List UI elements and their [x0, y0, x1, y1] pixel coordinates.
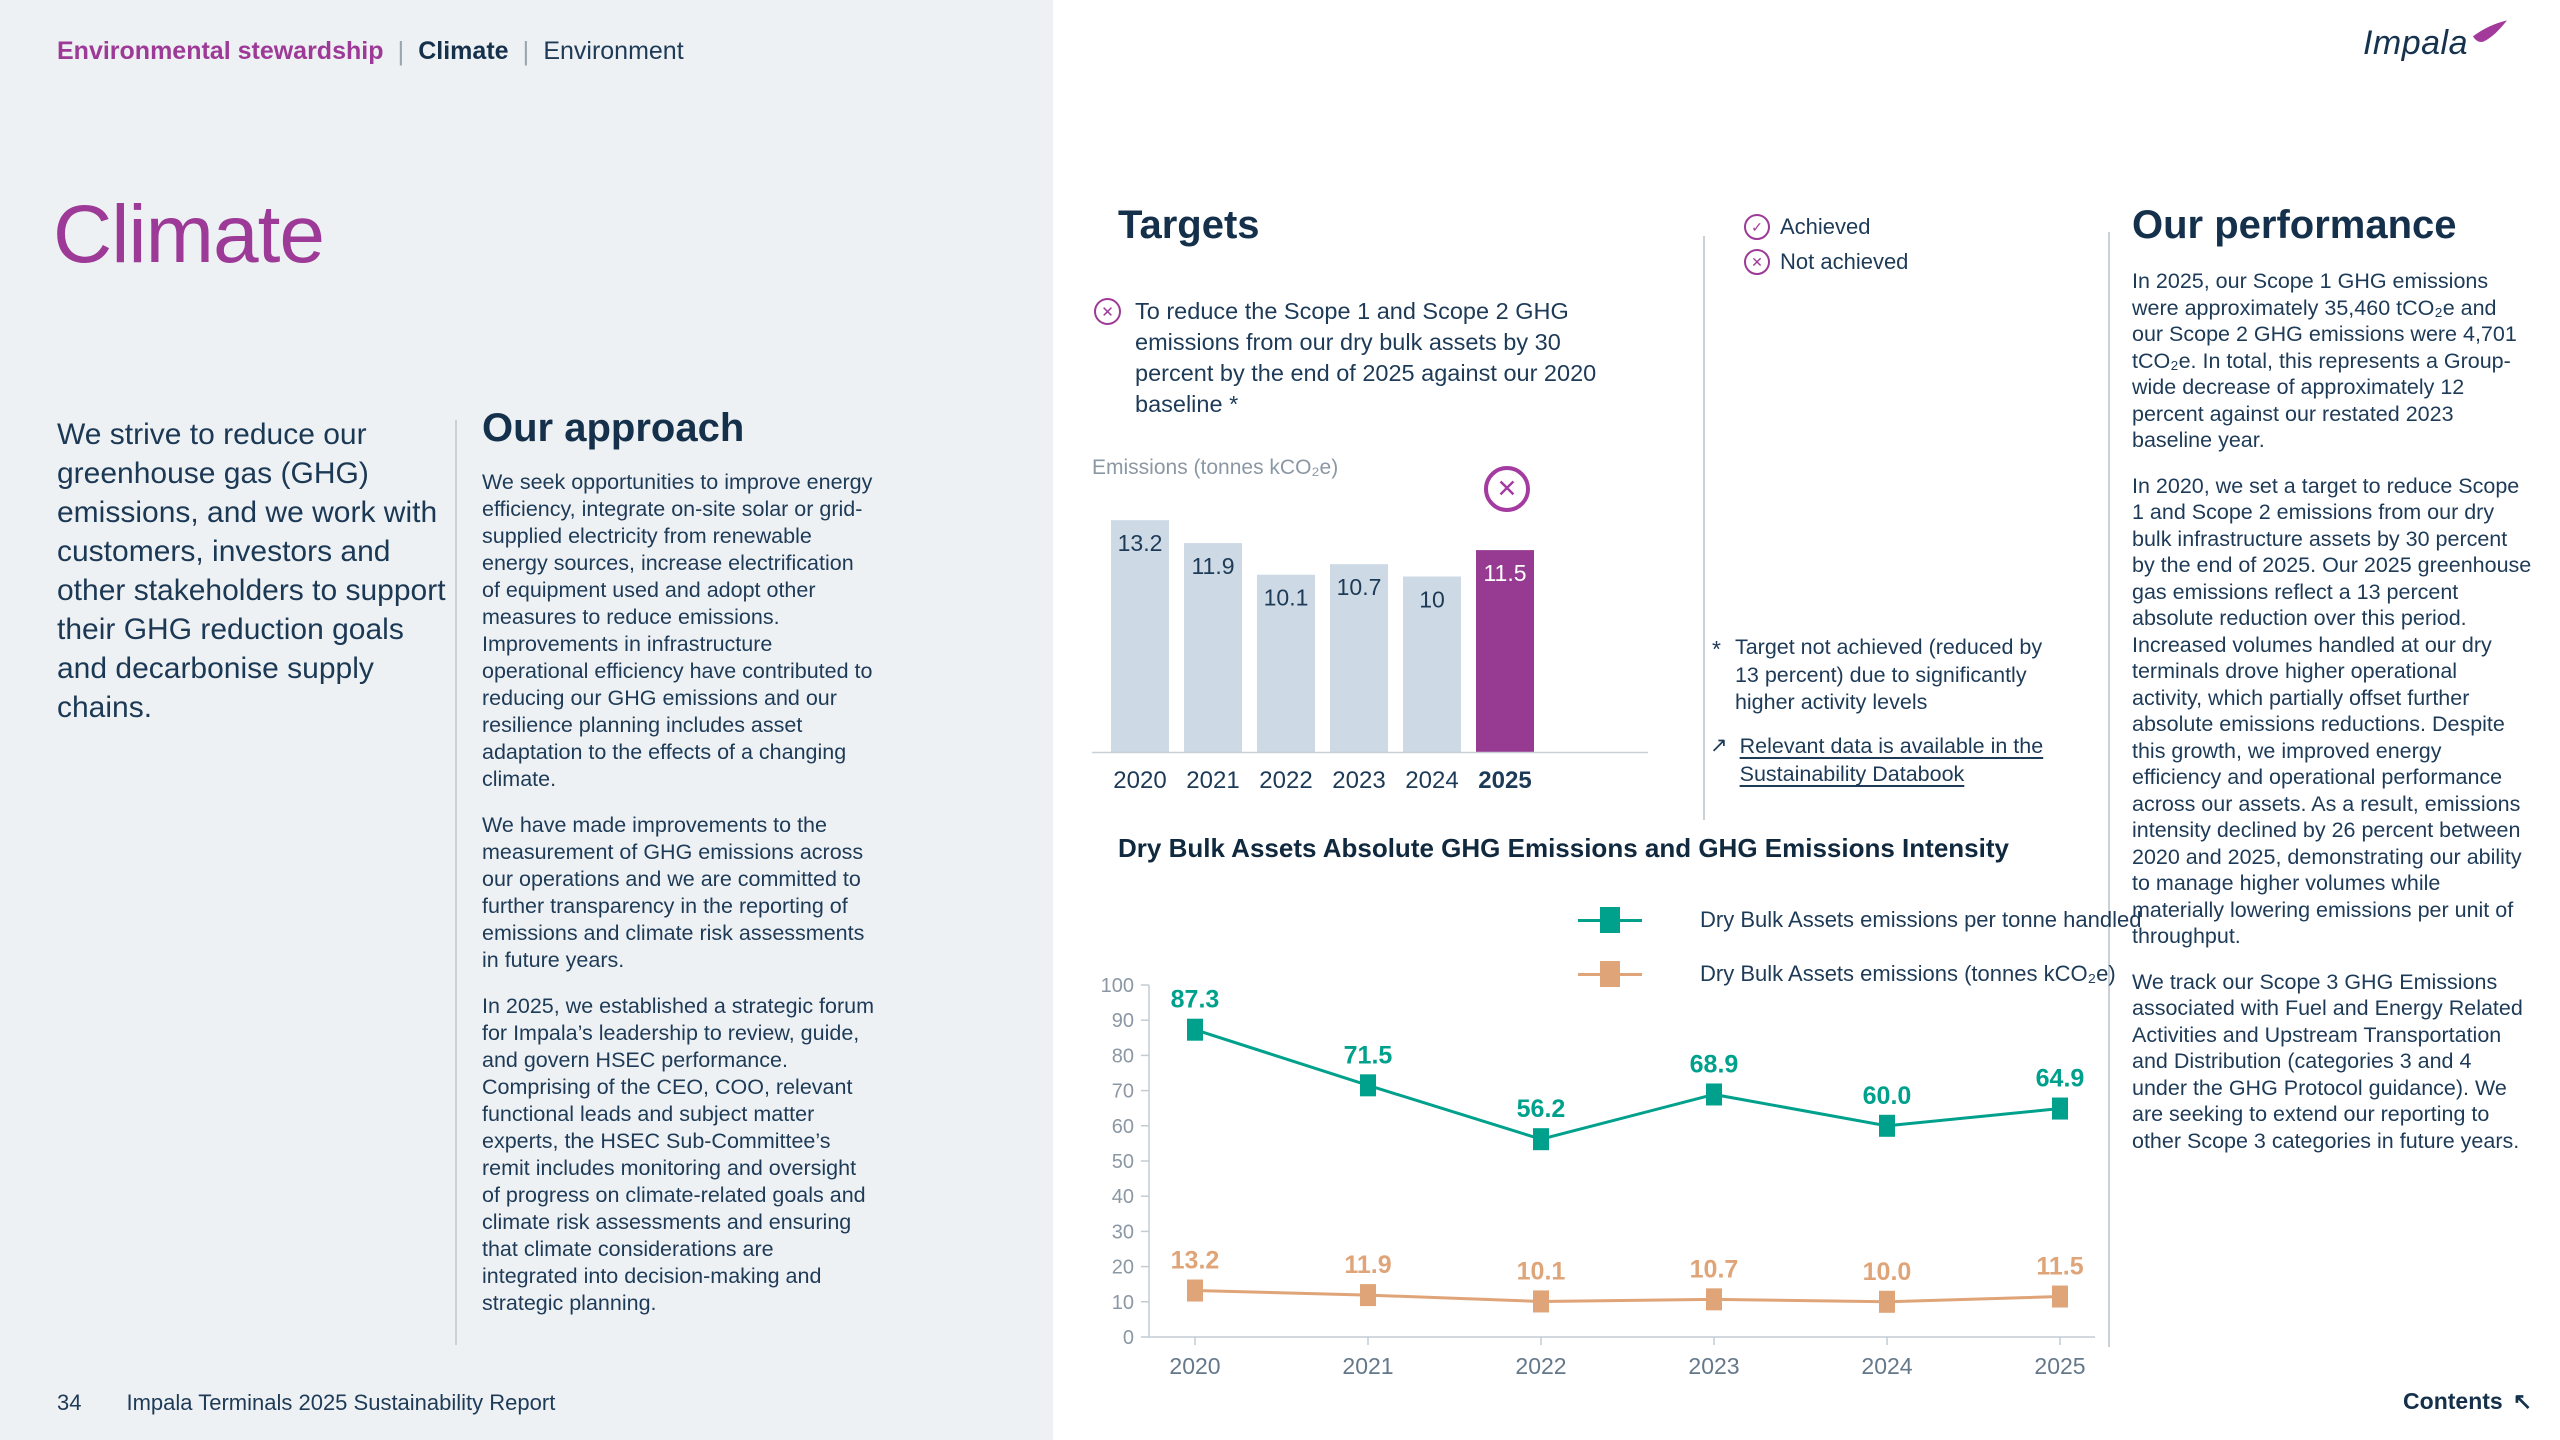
- performance-heading: Our performance: [2132, 203, 2457, 247]
- approach-paragraph: We have made improvements to the measurement of GHG emissions across our operations and we are committed to further transparency in the reporting of emissions and climate risk assessments in future years.: [482, 813, 865, 972]
- emissions-bar-chart: [1092, 480, 1652, 810]
- impala-swoosh-icon: [2472, 20, 2508, 49]
- approach-section: [482, 406, 874, 1336]
- impala-logo-text: Impala: [2362, 24, 2468, 62]
- bar-year-label: 2025: [1478, 767, 1532, 794]
- y-tick-label: 50: [1111, 1151, 1134, 1173]
- bar-value-label: 13.2: [1117, 530, 1163, 557]
- data-point-marker: [1360, 1074, 1376, 1096]
- bar-value-label: 10: [1419, 586, 1445, 613]
- sustainability-databook-link[interactable]: [1710, 732, 2074, 788]
- bar-chart-unit-label: Emissions (tonnes kCO₂e): [1092, 456, 1339, 479]
- data-point-marker: [1706, 1083, 1722, 1105]
- y-tick-label: 30: [1111, 1221, 1134, 1244]
- x-year-label: 2024: [1861, 1353, 1913, 1379]
- y-tick-label: 10: [1111, 1291, 1134, 1314]
- breadcrumb-current-page[interactable]: Climate: [418, 37, 509, 65]
- target-item: [1094, 296, 1614, 420]
- intensity-line-chart: [1090, 880, 2100, 1400]
- approach-paragraph: In 2025, we established a strategic forum for Impala’s leadership to review, guide, and govern HSEC performance. Comprising of the CEO, COO, relevant functional leads and subject matter experts, the HSEC Sub-Committee’s remit includes monitoring and oversight of progress on climate-related goals and climate risk assessments and ensuring that climate considerations are integrated into decision-making and strategic planning.: [482, 994, 874, 1315]
- series-line: [1195, 1030, 2060, 1139]
- breadcrumb-separator: |: [522, 36, 530, 66]
- data-point-label: 87.3: [1170, 985, 1220, 1014]
- intro-statement: We strive to reduce our greenhouse gas (GHG) emissions, and we work with customers, investors and other stakeholders to support their GHG reduction goals and decarbonise supply chains.: [57, 418, 446, 724]
- performance-paragraph: In 2020, we set a target to reduce Scope 1 and Scope 2 emissions from our dry bulk infrastructure assets by 30 percent by the end of 2025. Our 2025 greenhouse gas emissions reflect a 13 percent absolute reduction over this period. Increased volumes handled at our dry terminals drove higher operational activity, which partially offset further absolute emissions reductions. Despite this growth, we improved energy efficiency and operational performance across our assets. As a result, emissions intensity declined by 26 percent between 2020 and 2025, demonstrating our ability to manage higher volumes while materially lowering emissions per unit of throughput.: [2132, 473, 2532, 948]
- data-point-label: 11.9: [1344, 1251, 1392, 1280]
- data-point-label: 64.9: [2035, 1064, 2085, 1093]
- report-title: Impala Terminals 2025 Sustainability Report: [126, 1390, 556, 1415]
- y-tick-label: 60: [1111, 1115, 1134, 1138]
- series-line: [1195, 1291, 2060, 1302]
- y-tick-label: 100: [1100, 975, 1134, 997]
- line-legend-label: Dry Bulk Assets emissions per tonne handled: [1700, 907, 2142, 932]
- x-year-label: 2022: [1515, 1353, 1567, 1379]
- y-tick-label: 0: [1122, 1327, 1134, 1349]
- breadcrumb-section[interactable]: Environmental stewardship: [57, 37, 384, 65]
- data-point-marker: [1187, 1019, 1203, 1041]
- footer: [57, 1390, 555, 1416]
- column-divider: [2108, 232, 2110, 1347]
- y-tick-label: 80: [1111, 1045, 1134, 1068]
- x-year-label: 2025: [2034, 1353, 2086, 1379]
- target-footnote: [1712, 634, 2069, 717]
- page-number: 34: [57, 1390, 82, 1415]
- breadcrumb: [57, 36, 684, 67]
- not-achieved-icon: ✕: [1484, 466, 1530, 512]
- data-point-label: 60.0: [1862, 1081, 1912, 1110]
- data-point-marker: [1533, 1128, 1549, 1150]
- data-point-label: 71.5: [1343, 1041, 1393, 1070]
- data-point-label: 68.9: [1689, 1050, 1739, 1079]
- target-text: To reduce the Scope 1 and Scope 2 GHG emissions from our dry bulk assets by 30 percent by the end of 2025 against our 2020 baseline *: [1135, 298, 1597, 417]
- breadcrumb-category[interactable]: Environment: [543, 37, 684, 65]
- contents-link[interactable]: [2403, 1388, 2532, 1415]
- bar-value-label: 10.7: [1336, 574, 1382, 601]
- bar-value-label: 10.1: [1263, 584, 1309, 611]
- targets-heading: Targets: [1118, 203, 1260, 247]
- data-point-marker: [1879, 1291, 1895, 1313]
- data-point-marker: [1879, 1115, 1895, 1137]
- legend-label: Not achieved: [1780, 249, 1909, 274]
- bar-year-label: 2022: [1259, 767, 1313, 794]
- data-point-label: 11.5: [2036, 1252, 2084, 1281]
- x-circle-icon: ✕: [1094, 298, 1121, 325]
- approach-heading: Our approach: [482, 406, 745, 450]
- x-year-label: 2020: [1169, 1353, 1221, 1379]
- footnote-marker: *: [1712, 636, 1721, 662]
- bar-year-label: 2023: [1332, 767, 1386, 794]
- y-tick-label: 90: [1111, 1010, 1134, 1033]
- status-legend: [1744, 214, 1908, 284]
- contents-label[interactable]: Contents: [2403, 1388, 2503, 1414]
- bar-value-label: 11.5: [1483, 560, 1527, 587]
- arrow-up-left-icon: ↖: [2512, 1388, 2532, 1414]
- performance-paragraph: In 2025, our Scope 1 GHG emissions were approximately 35,460 tCO₂e and our Scope 2 GHG emissions were 4,701 tCO₂e. In total, this represents a Group-wide decrease of approximately 12 percent against our restated 2023 baseline year.: [2132, 269, 2517, 452]
- legend-label: Achieved: [1780, 214, 1871, 239]
- data-point-marker: [1187, 1280, 1203, 1302]
- breadcrumb-separator: |: [397, 36, 405, 66]
- bar-year-label: 2021: [1186, 767, 1240, 794]
- data-point-marker: [2052, 1098, 2068, 1120]
- data-point-label: 10.1: [1516, 1257, 1566, 1286]
- data-point-marker: [1706, 1288, 1722, 1310]
- approach-paragraph: We seek opportunities to improve energy efficiency, integrate on-site solar or grid-supplied electricity from renewable energy sources, increase electrification of equipment used and adopt other measures to reduce emissions. Improvements in infrastructure operational efficiency have contributed to reducing our GHG emissions and our resilience planning includes asset adaptation to the effects of a changing climate.: [482, 470, 873, 791]
- data-point-label: 10.0: [1862, 1257, 1912, 1286]
- bar-year-label: 2020: [1113, 767, 1167, 794]
- performance-paragraph: We track our Scope 3 GHG Emissions associated with Fuel and Energy Related Activities and Upstream Transportation and Distribution (categories 3 and 4 under the GHG Protocol guidance). We are seeking to extend our reporting to other Scope 3 categories in future years.: [2132, 969, 2523, 1153]
- line-legend-label: Dry Bulk Assets emissions (tonnes kCO₂e): [1700, 961, 2116, 986]
- data-point-label: 10.7: [1689, 1255, 1739, 1284]
- x-circle-icon: ✕: [1744, 249, 1770, 275]
- data-point-marker: [2052, 1286, 2068, 1308]
- column-divider: [455, 420, 457, 1345]
- legend-row-achieved: [1744, 214, 1908, 240]
- impala-logo: [2363, 24, 2508, 63]
- data-point-marker: [1533, 1290, 1549, 1312]
- performance-section: [2132, 203, 2532, 1173]
- y-tick-label: 40: [1111, 1186, 1134, 1209]
- check-circle-icon: ✓: [1744, 214, 1770, 240]
- page-title: Climate: [53, 189, 324, 280]
- databook-link-text[interactable]: Relevant data is available in the Sustainability Databook: [1739, 734, 2044, 786]
- y-tick-label: 70: [1111, 1080, 1134, 1103]
- column-divider: [1703, 236, 1705, 820]
- x-year-label: 2021: [1342, 1353, 1394, 1379]
- bar-value-label: 11.9: [1191, 553, 1235, 580]
- data-point-label: 56.2: [1516, 1095, 1566, 1124]
- arrow-up-right-icon: ↗: [1710, 734, 1728, 757]
- line-chart-title: Dry Bulk Assets Absolute GHG Emissions and GHG Emissions Intensity: [1118, 833, 2009, 863]
- x-year-label: 2023: [1688, 1353, 1740, 1379]
- y-tick-label: 20: [1111, 1256, 1134, 1279]
- legend-row-not-achieved: [1744, 249, 1908, 275]
- footnote-text: Target not achieved (reduced by 13 percent) due to significantly higher activity levels: [1734, 635, 2043, 714]
- bar-year-label: 2024: [1405, 767, 1459, 794]
- data-point-label: 13.2: [1170, 1246, 1220, 1275]
- data-point-marker: [1360, 1284, 1376, 1306]
